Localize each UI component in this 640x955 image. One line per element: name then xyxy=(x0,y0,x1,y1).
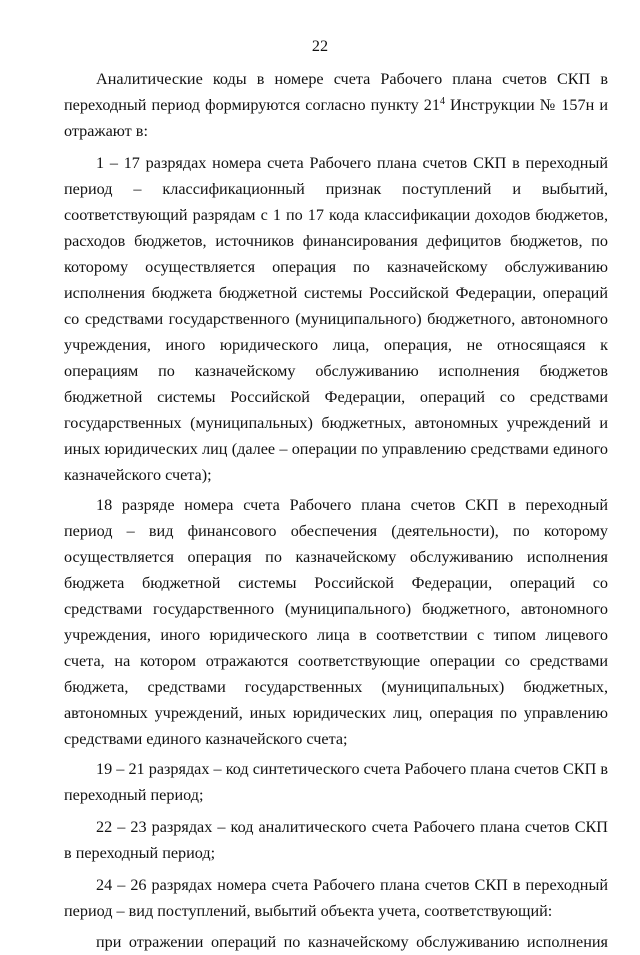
page-number: 22 xyxy=(311,37,329,55)
paragraph-treasury-operations: при отражении операций по казначейскому обслуживанию исполнения xyxy=(96,933,608,951)
paragraph-digits-22-23: 22 – 23 разрядах – код аналитического счета Рабочего плана счетов СКП в переходный период; xyxy=(64,818,608,862)
document-body xyxy=(64,66,608,955)
paragraph-digits-19-21: 19 – 21 разрядах – код синтетического счета Рабочего плана счетов СКП в переходный период; xyxy=(64,760,608,804)
paragraph-digit-18: 18 разряде номера счета Рабочего плана счетов СКП в переходный период – вид финансового обеспечения (деятельности), по которому осуществляется операция по казначейскому обслуживанию исполнения бюджета бюджетной системы Российской Федерации, операций со средствами государственного (муниципального) бюджетного, автономного учреждения, иного юридического лица в соответствии с типом лицевого счета, на котором отражаются соответствующие операции со средствами бюджета, средствами государственных (муниципальных) бюджетных, автономных учреждений, иных юридических лиц, операция по управлению средствами единого казначейского счета; xyxy=(64,496,608,748)
paragraph-digits-1-17: 1 – 17 разрядах номера счета Рабочего плана счетов СКП в переходный период – классификационный признак поступлений и выбытий, соответствующий разрядам с 1 по 17 кода классификации доходов бюджетов, расходов бюджетов, источников финансирования дефицитов бюджетов, по которому осуществляется операция по казначейскому обслуживанию исполнения бюджета бюджетной системы Российской Федерации, операций со средствами государственного (муниципального) бюджетного, автономного учреждения, иного юридического лица, операция, не относящаяся к операциям по казначейскому обслуживанию исполнения бюджетов бюджетной системы Российской Федерации, операций со средствами государственных (муниципальных) бюджетных, автономных учреждений и иных юридических лиц (далее – операции по управлению средствами единого казначейского счета); xyxy=(64,154,608,484)
superscript-footnote-mark: 4 xyxy=(439,96,445,107)
paragraph-analytic-codes-intro xyxy=(64,66,608,144)
paragraph-digits-24-26: 24 – 26 разрядах номера счета Рабочего плана счетов СКП в переходный период – вид поступлений, выбытий объекта учета, соответствующий: xyxy=(64,876,608,920)
paragraph-text: Инструкции № 157н и отражают в: xyxy=(64,96,608,140)
paragraph-text: Аналитические коды в номере счета Рабочего плана счетов СКП в переходный период формируются согласно пункту 21 xyxy=(64,70,608,114)
